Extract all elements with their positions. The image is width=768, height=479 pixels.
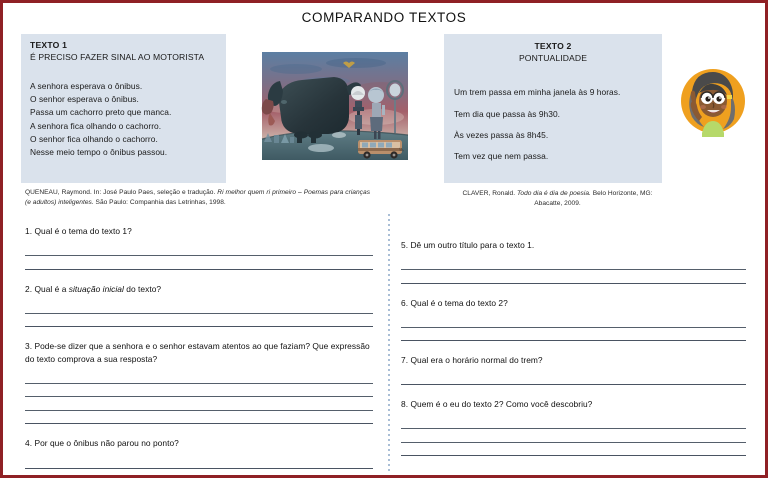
answer-line[interactable] [401, 372, 746, 386]
bus-stop-dog-illustration [256, 47, 420, 168]
question-text-segment: Qual é a [32, 283, 69, 294]
question-block [401, 239, 746, 297]
question-block [25, 340, 373, 437]
question-spacer [25, 270, 373, 283]
answer-line[interactable] [401, 429, 746, 443]
question-text-segment: Quem é o eu do texto 2? Como você descobriu? [408, 399, 593, 410]
question-text-segment: Qual é o tema do texto 2? [408, 297, 508, 308]
answer-lines[interactable] [401, 257, 746, 284]
question-spacer [401, 341, 746, 354]
question-number: 2. [25, 283, 33, 294]
answer-lines[interactable] [25, 370, 373, 424]
answer-line[interactable] [25, 397, 373, 411]
text-2-body [454, 82, 652, 168]
question-text [401, 354, 746, 367]
text-line: A senhora esperava o ônibus. [30, 81, 143, 92]
question-text-segment: do texto? [123, 283, 162, 294]
text-1-box [21, 34, 226, 183]
answer-lines[interactable] [401, 416, 746, 457]
text-line: Passa um cachorro preto que manca. [30, 107, 172, 118]
question-spacer [25, 424, 373, 437]
credit-2-part-a: CLAVER, Ronald. [462, 190, 517, 197]
page-title: COMPARANDO TEXTOS [301, 10, 467, 25]
question-number: 6. [401, 297, 409, 308]
answer-line[interactable] [401, 314, 746, 328]
svg-text:JF: JF [399, 147, 404, 151]
question-spacer [401, 456, 746, 466]
answer-line[interactable] [401, 328, 746, 342]
answer-line[interactable] [25, 243, 373, 257]
text-2-credit [455, 189, 660, 209]
question-text-segment: Qual é o tema do texto 1? [32, 226, 132, 236]
questions-right-column [401, 239, 746, 466]
question-text-segment: Qual era o horário normal do trem? [408, 355, 543, 366]
questions-left-column [25, 225, 373, 479]
answer-line[interactable] [401, 443, 746, 457]
answer-lines[interactable] [401, 372, 746, 386]
question-block [401, 398, 746, 466]
credit-2-part-b: Belo Horizonte, MG: Abacatte, 2009. [534, 190, 653, 207]
question-text [25, 225, 373, 238]
question-block [401, 354, 746, 398]
question-text [25, 437, 373, 450]
text-1-title: É PRECISO FAZER SINAL AO MOTORISTA [30, 51, 205, 62]
question-spacer [401, 385, 746, 398]
question-text [401, 239, 746, 252]
text-line: O senhor esperava o ônibus. [30, 94, 139, 105]
answer-lines[interactable] [25, 300, 373, 327]
text-2-box [444, 34, 662, 183]
credit-1-italic: Ri melhor quem ri primeiro – Poemas para crianças (e adultos) inteligentes. [25, 189, 371, 206]
credit-1-part-b: São Paulo: Companhia das Letrinhas, 1998. [93, 198, 226, 206]
answer-line[interactable] [401, 270, 746, 284]
text-2-title: PONTUALIDADE [518, 52, 588, 63]
question-block [25, 437, 373, 478]
question-text [401, 297, 746, 310]
question-text [25, 340, 373, 365]
text-line: A senhora fica olhando o cachorro. [30, 120, 162, 131]
answer-line[interactable] [25, 384, 373, 398]
text-line: Tem vez que nem passa. [454, 151, 549, 162]
credit-2-italic: Todo dia é dia de poesia. [516, 190, 591, 197]
question-number: 3. [25, 341, 33, 352]
answer-lines[interactable] [25, 243, 373, 270]
text-1-credit [25, 188, 370, 208]
question-number: 1. [25, 226, 33, 236]
question-block [401, 297, 746, 355]
text-2-label: TEXTO 2 [534, 41, 572, 51]
question-text-segment: Por que o ônibus não parou no ponto? [32, 438, 179, 449]
text-1-body [30, 80, 217, 159]
text-line: Um trem passa em minha janela às 9 horas. [454, 87, 621, 98]
question-number: 4. [25, 438, 33, 449]
text-line: Nesse meio tempo o ônibus passou. [30, 146, 168, 157]
question-text [25, 283, 373, 296]
answer-line[interactable] [25, 370, 373, 384]
answer-line[interactable] [25, 256, 373, 270]
answer-line[interactable] [25, 411, 373, 425]
question-block [25, 283, 373, 341]
question-number: 7. [401, 355, 409, 366]
answer-line[interactable] [25, 455, 373, 469]
question-text-segment: Pode-se dizer que a senhora e o senhor estavam atentos ao que faziam? Que expressão do texto comprova a sua resposta? [25, 341, 370, 364]
question-number: 5. [401, 240, 409, 250]
answer-line[interactable] [25, 300, 373, 314]
question-text [401, 398, 746, 411]
answer-lines[interactable] [25, 455, 373, 469]
text-line: Tem dia que passa às 9h30. [454, 108, 561, 119]
answer-line[interactable] [401, 257, 746, 271]
question-block [25, 225, 373, 283]
text-line: Às vezes passa às 8h45. [454, 130, 549, 141]
question-text-segment: Dê um outro título para o texto 1. [408, 240, 535, 250]
question-spacer [25, 469, 373, 479]
text-line: O senhor fica olhando o cachorro. [30, 133, 158, 144]
question-spacer [25, 327, 373, 340]
question-emphasis: situação inicial [68, 283, 124, 294]
question-number: 8. [401, 399, 409, 410]
answer-line[interactable] [401, 416, 746, 430]
credit-1-part-a: QUENEAU, Raymond. In: José Paulo Paes, seleção e tradução. [25, 189, 218, 196]
text-1-label: TEXTO 1 [30, 40, 68, 50]
answer-line[interactable] [25, 314, 373, 328]
teacher-mascot [679, 65, 747, 143]
answer-lines[interactable] [401, 314, 746, 341]
column-divider [388, 214, 390, 471]
question-spacer [401, 284, 746, 297]
